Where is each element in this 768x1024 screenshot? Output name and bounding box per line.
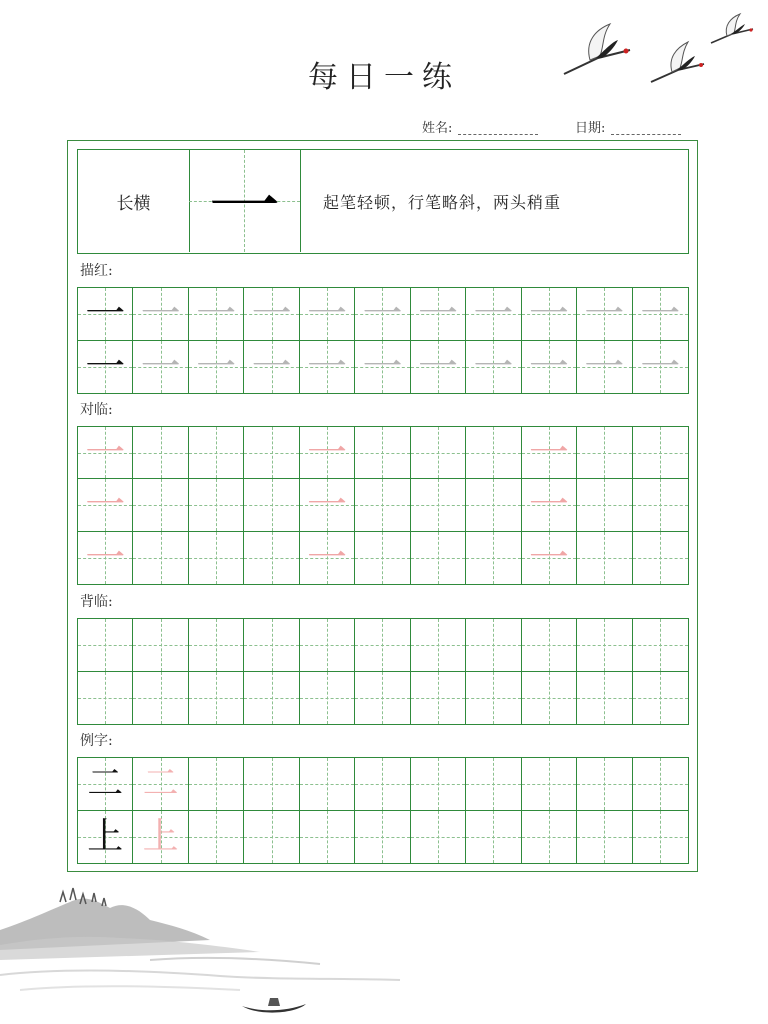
practice-cell[interactable]: [355, 619, 410, 672]
practice-cell[interactable]: [189, 479, 244, 531]
practice-cell[interactable]: [189, 672, 244, 725]
practice-cell[interactable]: [244, 479, 299, 531]
practice-cell[interactable]: [78, 288, 133, 341]
cell-glyph: 一: [528, 481, 569, 528]
practice-cell[interactable]: [577, 758, 632, 811]
practice-cell[interactable]: [133, 811, 188, 864]
cell-glyph: 一: [528, 429, 569, 476]
practice-cell[interactable]: [300, 532, 355, 584]
practice-cell[interactable]: [244, 288, 299, 341]
practice-cell[interactable]: [466, 341, 521, 394]
practice-cell[interactable]: [244, 532, 299, 584]
practice-cell[interactable]: [244, 672, 299, 725]
practice-cell[interactable]: [189, 811, 244, 864]
recall-label: 背临:: [80, 594, 113, 610]
practice-cell[interactable]: [78, 619, 133, 672]
page-title: 每日一练: [308, 60, 460, 95]
cell-glyph: 一: [528, 343, 569, 390]
date-field[interactable]: [575, 117, 681, 136]
practice-cell[interactable]: [522, 672, 577, 725]
practice-cell[interactable]: [244, 619, 299, 672]
boat-icon: [240, 990, 310, 1018]
cell-glyph: 一: [307, 481, 348, 528]
practice-cell[interactable]: [522, 619, 577, 672]
practice-cell[interactable]: [355, 427, 410, 479]
practice-cell[interactable]: [522, 532, 577, 584]
practice-cell[interactable]: [78, 811, 133, 864]
cell-glyph: 一: [196, 343, 237, 390]
practice-cell[interactable]: [411, 288, 466, 341]
practice-cell[interactable]: [355, 479, 410, 531]
cell-glyph: 上: [142, 815, 179, 857]
cell-glyph: 一: [251, 290, 292, 337]
practice-cell[interactable]: [300, 619, 355, 672]
practice-cell[interactable]: [633, 341, 688, 394]
practice-cell[interactable]: [189, 288, 244, 341]
practice-cell[interactable]: [577, 811, 632, 864]
practice-cell[interactable]: [355, 341, 410, 394]
practice-cell[interactable]: [522, 479, 577, 531]
practice-cell[interactable]: [466, 427, 521, 479]
practice-cell[interactable]: [189, 532, 244, 584]
practice-cell[interactable]: [189, 758, 244, 811]
practice-cell[interactable]: [244, 427, 299, 479]
practice-cell[interactable]: [78, 341, 133, 394]
practice-cell[interactable]: [633, 758, 688, 811]
cell-glyph: 一: [584, 343, 625, 390]
date-line[interactable]: [611, 134, 681, 135]
practice-cell[interactable]: [78, 672, 133, 725]
trace-label: 描红:: [80, 263, 113, 279]
practice-cell[interactable]: [633, 427, 688, 479]
name-label: 姓名:: [422, 121, 453, 136]
practice-cell[interactable]: [577, 619, 632, 672]
cell-glyph: 一: [473, 290, 514, 337]
stroke-name: 长横: [78, 150, 190, 252]
practice-cell[interactable]: [133, 341, 188, 394]
practice-cell[interactable]: [411, 672, 466, 725]
copy-grid[interactable]: [77, 426, 689, 585]
practice-cell[interactable]: [466, 479, 521, 531]
cell-glyph: 一: [640, 290, 681, 337]
practice-cell[interactable]: [133, 672, 188, 725]
example-grid[interactable]: [77, 757, 689, 864]
practice-cell[interactable]: [244, 341, 299, 394]
practice-cell[interactable]: [411, 758, 466, 811]
practice-cell[interactable]: [577, 532, 632, 584]
practice-cell[interactable]: [522, 341, 577, 394]
practice-cell[interactable]: [133, 619, 188, 672]
practice-cell[interactable]: [411, 619, 466, 672]
practice-cell[interactable]: [577, 288, 632, 341]
cell-glyph: 一: [140, 290, 181, 337]
practice-cell[interactable]: [78, 479, 133, 531]
practice-cell[interactable]: [633, 811, 688, 864]
practice-cell[interactable]: [133, 758, 188, 811]
practice-cell[interactable]: [633, 532, 688, 584]
name-line[interactable]: [458, 134, 538, 135]
practice-cell[interactable]: [189, 341, 244, 394]
practice-cell[interactable]: [189, 427, 244, 479]
cell-glyph: 一: [528, 534, 569, 581]
recall-grid[interactable]: [77, 618, 689, 725]
cell-glyph: 一: [528, 290, 569, 337]
practice-cell[interactable]: [78, 427, 133, 479]
example-label: 例字:: [80, 733, 113, 749]
cell-glyph: 一: [417, 343, 458, 390]
date-label: 日期:: [575, 121, 606, 136]
practice-cell[interactable]: [522, 427, 577, 479]
practice-cell[interactable]: [522, 288, 577, 341]
practice-cell[interactable]: [633, 479, 688, 531]
practice-cell[interactable]: [577, 341, 632, 394]
cell-glyph: 一: [85, 429, 126, 476]
cell-glyph: 一: [196, 290, 237, 337]
practice-cell[interactable]: [466, 811, 521, 864]
practice-cell[interactable]: [411, 479, 466, 531]
stroke-header: [77, 149, 689, 254]
practice-cell[interactable]: [300, 479, 355, 531]
stroke-demo-cell: [189, 150, 301, 252]
cell-glyph: 一: [251, 343, 292, 390]
practice-cell[interactable]: [300, 811, 355, 864]
cell-glyph: 一: [85, 343, 126, 390]
practice-cell[interactable]: [411, 427, 466, 479]
practice-cell[interactable]: [244, 811, 299, 864]
practice-cell[interactable]: [189, 619, 244, 672]
practice-cell[interactable]: [300, 341, 355, 394]
practice-cell[interactable]: [300, 427, 355, 479]
stroke-demo-glyph: 一: [208, 165, 281, 249]
practice-cell[interactable]: [577, 479, 632, 531]
practice-cell[interactable]: [300, 672, 355, 725]
practice-cell[interactable]: [133, 479, 188, 531]
practice-cell[interactable]: [133, 427, 188, 479]
cell-glyph: 上: [87, 815, 124, 857]
cell-glyph: 一: [417, 290, 458, 337]
name-field[interactable]: [422, 117, 538, 136]
cell-glyph: 二: [87, 762, 124, 804]
practice-cell[interactable]: [300, 758, 355, 811]
cell-glyph: 一: [640, 343, 681, 390]
practice-cell[interactable]: [133, 532, 188, 584]
practice-cell[interactable]: [466, 288, 521, 341]
practice-cell[interactable]: [78, 758, 133, 811]
cell-glyph: 一: [307, 343, 348, 390]
practice-cell[interactable]: [355, 811, 410, 864]
practice-cell[interactable]: [355, 758, 410, 811]
cell-glyph: 一: [140, 343, 181, 390]
practice-cell[interactable]: [466, 672, 521, 725]
practice-cell[interactable]: [355, 532, 410, 584]
practice-cell[interactable]: [355, 288, 410, 341]
cell-glyph: 一: [307, 429, 348, 476]
cell-glyph: 一: [307, 534, 348, 581]
practice-cell[interactable]: [522, 758, 577, 811]
practice-cell[interactable]: [466, 619, 521, 672]
cell-glyph: 二: [142, 762, 179, 804]
practice-cell[interactable]: [466, 532, 521, 584]
cell-glyph: 一: [307, 290, 348, 337]
cell-glyph: 一: [85, 534, 126, 581]
crane-icon: [708, 12, 756, 46]
practice-cell[interactable]: [411, 811, 466, 864]
ink-landscape: [0, 880, 420, 1024]
practice-cell[interactable]: [633, 619, 688, 672]
practice-cell[interactable]: [411, 532, 466, 584]
cell-glyph: 一: [85, 290, 126, 337]
practice-cell[interactable]: [78, 532, 133, 584]
practice-cell[interactable]: [244, 758, 299, 811]
stroke-tip: 起笔轻顿，行笔略斜，两头稍重: [323, 192, 562, 212]
practice-cell[interactable]: [522, 811, 577, 864]
cell-glyph: 一: [362, 290, 403, 337]
cell-glyph: 一: [85, 481, 126, 528]
practice-cell[interactable]: [577, 427, 632, 479]
practice-cell[interactable]: [411, 341, 466, 394]
practice-cell[interactable]: [300, 288, 355, 341]
practice-cell[interactable]: [633, 288, 688, 341]
practice-cell[interactable]: [355, 672, 410, 725]
cell-glyph: 一: [362, 343, 403, 390]
practice-cell[interactable]: [577, 672, 632, 725]
cell-glyph: 一: [473, 343, 514, 390]
practice-cell[interactable]: [466, 758, 521, 811]
copy-label: 对临:: [80, 402, 113, 418]
cell-glyph: 一: [584, 290, 625, 337]
practice-cell[interactable]: [133, 288, 188, 341]
trace-grid[interactable]: [77, 287, 689, 394]
practice-cell[interactable]: [633, 672, 688, 725]
